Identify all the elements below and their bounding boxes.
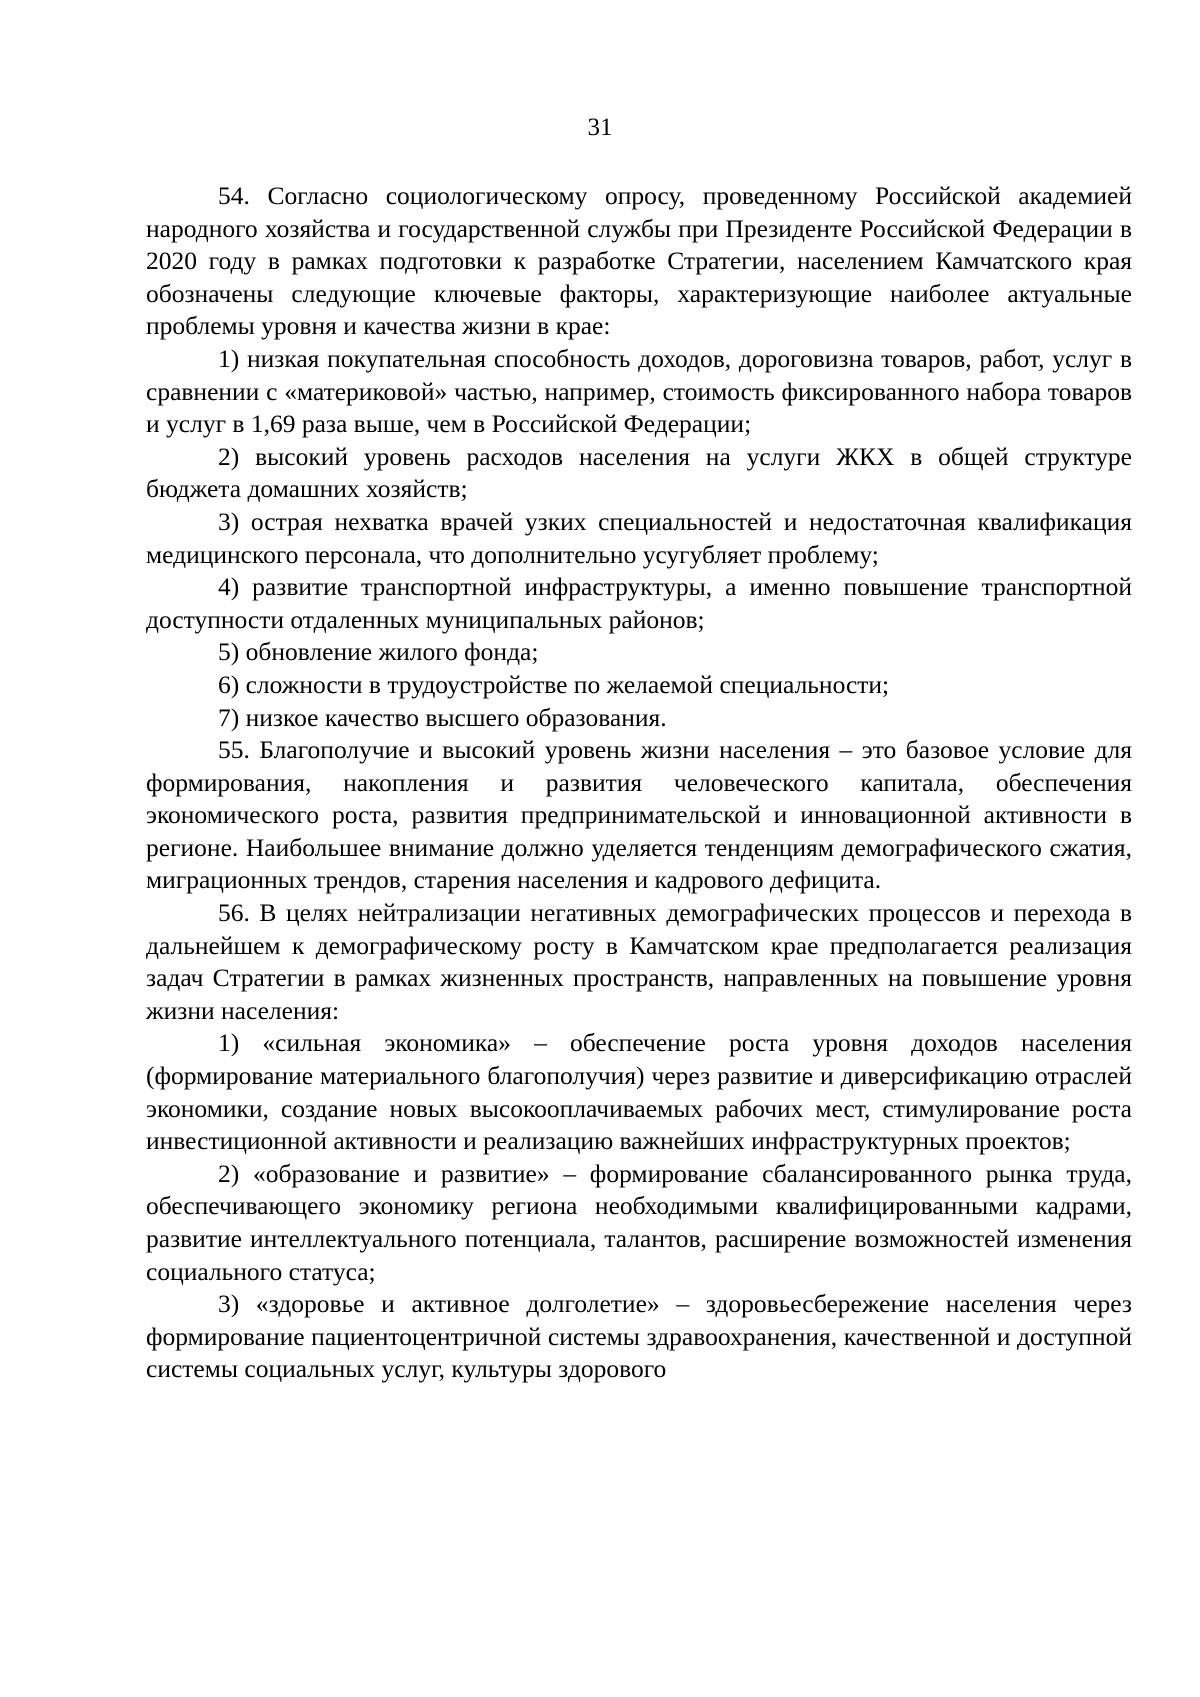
paragraph-55: 55. Благополучие и высокий уровень жизни населения – это базовое условие для формирования, накопления и развития человеческого капитала, обеспечения экономического роста, развития предпринимательской и инновационной активности в регионе. Наибольшее внимание должно уделяется тенденциям демографического сжатия, миграционных трендов, старения населения и кадрового дефицита. bbox=[146, 735, 1132, 895]
list-item-3-health: 3) «здоровье и активное долголетие» – здоровьесбережение населения через формирование пациентоцентричной системы здравоохранения, качественной и доступной системы социальных услуг, культуры здорового bbox=[146, 1289, 1132, 1384]
list-item-2-education: 2) «образование и развитие» – формирование сбалансированного рынка труда, обеспечивающего экономику региона необходимыми квалифицированными кадрами, развитие интеллектуального потенциала, талантов, расширение возможностей изменения социального статуса; bbox=[146, 1158, 1132, 1286]
paragraph-56: 56. В целях нейтрализации негативных демографических процессов и перехода в дальнейшем к демографическому росту в Камчатском крае предполагается реализация задач Стратегии в рамках жизненных пространств, направленных на повышение уровня жизни населения: bbox=[146, 898, 1132, 1025]
list-item-1-purchasing-power: 1) низкая покупательная способность доходов, дороговизна товаров, работ, услуг в сравнении с «материковой» частью, например, стоимость фиксированного набора товаров и услуг в 1,69 раза выше, чем в Российской Федерации; bbox=[146, 343, 1132, 439]
paragraph-54: 54. Согласно социологическому опросу, проведенному Российской академией народного хозяйства и государственной службы при Президенте Российской Федерации в 2020 году в рамках подготовки к разработке Стратегии, населением Камчатского края обозначены следующие ключевые факторы, характеризующие наиболее актуальные проблемы уровня и качества жизни в крае: bbox=[146, 181, 1132, 341]
page-number: 31 bbox=[587, 114, 613, 141]
list-item-3-doctor-shortage: 3) острая нехватка врачей узких специальностей и недостаточная квалификация медицинского персонала, что дополнительно усугубляет проблему; bbox=[146, 506, 1132, 569]
body-text bbox=[146, 180, 1132, 1386]
list-item-2-housing-costs: 2) высокий уровень расходов населения на услуги ЖКХ в общей структуре бюджета домашних хозяйств; bbox=[146, 441, 1132, 504]
list-item-4-transport: 4) развитие транспортной инфраструктуры, а именно повышение транспортной доступности отдаленных муниципальных районов; bbox=[146, 572, 1132, 634]
list-item-5-housing-stock: 5) обновление жилого фонда; bbox=[218, 637, 539, 667]
list-item-1-strong-economy: 1) «сильная экономика» – обеспечение роста уровня доходов населения (формирование материального благополучия) через развитие и диверсификацию отраслей экономики, создание новых высокооплачиваемых рабочих мест, стимулирование роста инвестиционной активности и реализацию важнейших инфраструктурных проектов; bbox=[146, 1028, 1132, 1156]
list-item-6-employment: 6) сложности в трудоустройстве по желаемой специальности; bbox=[218, 669, 890, 699]
list-item-7-higher-education: 7) низкое качество высшего образования. bbox=[218, 702, 667, 732]
